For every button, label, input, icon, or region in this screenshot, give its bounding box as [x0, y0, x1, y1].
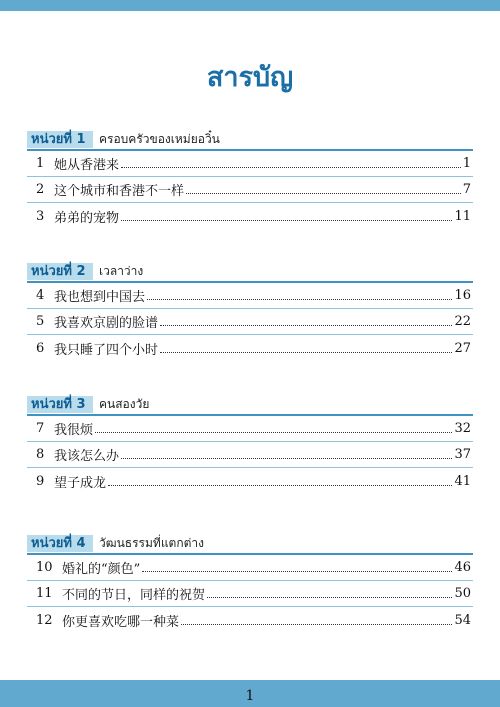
lesson-number: 10	[36, 560, 53, 575]
lesson-number: 3	[36, 208, 45, 224]
toc-entry[interactable]	[27, 151, 473, 177]
lesson-number: 11	[36, 586, 53, 601]
lesson-page: 54	[454, 612, 471, 628]
lesson-title: 她从香港来	[54, 158, 120, 173]
unit-badge: หน่วยที่ 1	[27, 131, 93, 148]
lesson-page: 22	[454, 314, 471, 329]
unit-title: เวลาว่าง	[99, 264, 144, 278]
lesson-title: 这个城市和香港不一样	[54, 184, 185, 199]
lesson-number: 2	[36, 182, 45, 197]
toc-entry[interactable]	[27, 335, 473, 361]
dot-leader	[186, 193, 461, 194]
lesson-title: 弟弟的宠物	[54, 210, 120, 226]
lesson-number: 7	[36, 421, 45, 436]
lesson-page: 50	[454, 586, 471, 601]
dot-leader	[121, 167, 461, 168]
dot-leader	[95, 432, 452, 433]
lesson-page: 11	[454, 208, 471, 224]
toc-entry[interactable]	[27, 468, 473, 494]
lesson-number: 4	[36, 288, 45, 303]
lesson-title: 你更喜欢吃哪一种菜	[62, 614, 180, 630]
lesson-title: 我该怎么办	[54, 449, 120, 464]
lesson-title: 望子成龙	[54, 475, 107, 491]
lesson-page: 16	[454, 288, 471, 303]
unit-section-4	[27, 533, 473, 633]
lesson-page: 7	[462, 182, 471, 197]
unit-section-3	[27, 394, 473, 494]
unit-section-1	[27, 129, 473, 229]
toc-entry[interactable]	[27, 442, 473, 468]
unit-title: ครอบครัวของเหม่ยอวิ๋น	[99, 132, 220, 146]
lesson-title: 不同的节日，同样的祝贺	[62, 588, 206, 603]
unit-badge: หน่วยที่ 4	[27, 535, 93, 552]
lesson-number: 6	[36, 340, 45, 356]
lesson-page: 41	[454, 473, 471, 489]
toc-entry[interactable]	[27, 607, 473, 633]
unit-title: คนสองวัย	[99, 397, 150, 411]
toc-entry[interactable]	[27, 283, 473, 309]
lesson-page: 27	[454, 340, 471, 356]
unit-header	[27, 533, 473, 555]
lesson-title: 婚礼的“颜色”	[62, 562, 141, 577]
toc-entry[interactable]	[27, 177, 473, 203]
unit-header	[27, 394, 473, 416]
top-color-band	[0, 0, 500, 11]
unit-title: วัฒนธรรมที่แตกต่าง	[99, 536, 204, 550]
dot-leader	[142, 571, 452, 572]
dot-leader	[160, 352, 452, 353]
dot-leader	[160, 325, 452, 326]
lesson-page: 37	[454, 447, 471, 462]
toc-entry[interactable]	[27, 581, 473, 607]
lesson-page: 1	[462, 156, 471, 171]
toc-entry[interactable]	[27, 309, 473, 335]
unit-section-2	[27, 261, 473, 361]
unit-header	[27, 129, 473, 151]
lesson-page: 46	[454, 560, 471, 575]
lesson-number: 1	[36, 156, 45, 171]
dot-leader	[121, 458, 452, 459]
page-title: สารบัญ	[206, 62, 294, 93]
lesson-number: 8	[36, 447, 45, 462]
unit-badge: หน่วยที่ 2	[27, 263, 93, 280]
lesson-title: 我也想到中国去	[54, 290, 146, 305]
toc-entry[interactable]	[27, 416, 473, 442]
unit-badge: หน่วยที่ 3	[27, 396, 93, 413]
lesson-number: 9	[36, 473, 45, 489]
dot-leader	[108, 485, 452, 486]
toc-entry[interactable]	[27, 555, 473, 581]
lesson-page: 32	[454, 421, 471, 436]
lesson-title: 我喜欢京剧的脸谱	[54, 316, 159, 331]
page-number: 1	[245, 688, 255, 704]
dot-leader	[121, 220, 452, 221]
dot-leader	[147, 299, 452, 300]
dot-leader	[207, 597, 452, 598]
lesson-number: 5	[36, 314, 45, 329]
unit-header	[27, 261, 473, 283]
toc-entry[interactable]	[27, 203, 473, 229]
lesson-title: 我只睡了四个小时	[54, 342, 159, 358]
lesson-title: 我很烦	[54, 423, 94, 438]
lesson-number: 12	[36, 612, 53, 628]
dot-leader	[181, 624, 452, 625]
